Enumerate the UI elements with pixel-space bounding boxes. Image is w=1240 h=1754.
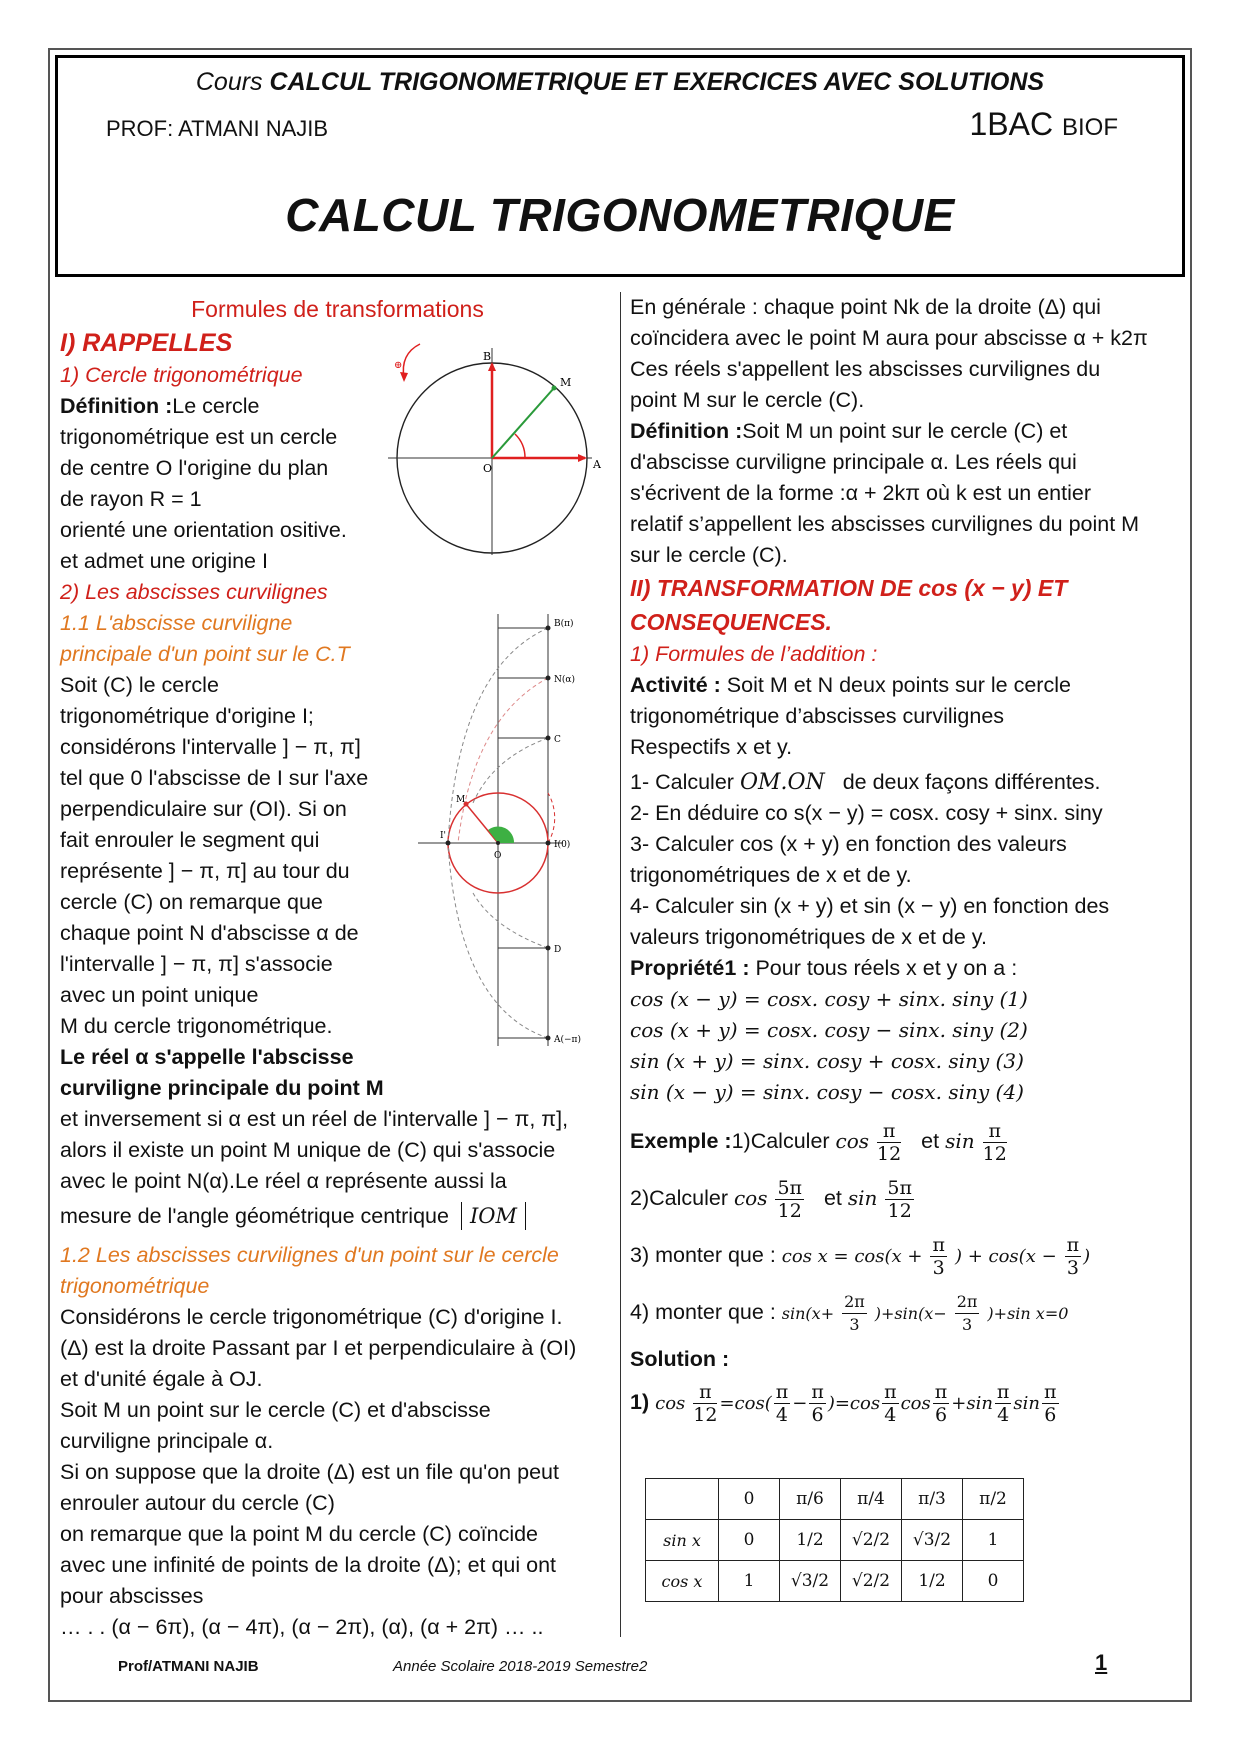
text-line: perpendiculaire sur (OI). Si on xyxy=(60,797,347,821)
footer-prof: Prof/ATMANI NAJIB xyxy=(118,1658,259,1675)
text-line: alors il existe un point M unique de (C) qui s'associe xyxy=(60,1138,556,1162)
label-d: D xyxy=(554,945,562,955)
fraction: $\frac{5\pi}{12}$ xyxy=(887,1177,912,1222)
example-1: Exemple :1)Calculer cos $\frac{\pi}{12}$ et sin $\frac{\pi}{12}$ xyxy=(630,1120,1007,1165)
definition-2: Définition :Soit M un point sur le cercle (C) et xyxy=(630,419,1068,443)
text-line: Soit M un point sur le cercle (C) et d'abscisse xyxy=(60,1398,491,1422)
prof-name: PROF: ATMANI NAJIB xyxy=(106,116,329,141)
solution-label: Solution : xyxy=(630,1347,730,1371)
definition: Définition :Le cercle xyxy=(60,394,260,418)
point-b xyxy=(546,626,551,631)
text-line: tel que 0 l'abscisse de I sur l'axe xyxy=(60,766,369,790)
heading-rappelles: I) RAPPELLES xyxy=(60,329,233,357)
fraction: $\frac{\pi}{4}$ xyxy=(996,1381,1010,1426)
text-line: avec le point N(α).Le réel α représente aussi la xyxy=(60,1169,507,1193)
text-line: valeurs trigonométriques de x et de y. xyxy=(630,925,987,949)
text-line: Respectifs x et y. xyxy=(630,735,793,759)
text-line: chaque point N d'abscisse α de xyxy=(60,921,359,945)
fraction: $\frac{2\pi}{3}$ xyxy=(956,1292,978,1334)
text-line: fait enrouler le segment qui xyxy=(60,828,320,852)
text-line: Ces réels s'appellent les abscisses curvilignes du xyxy=(630,357,1101,381)
angle-iom: IOM xyxy=(461,1202,526,1230)
text-line: avec une infinité de points de la droite (Δ); et qui ont xyxy=(60,1553,557,1577)
text-line: (Δ) est la droite Passant par I et perpendiculaire à (OI) xyxy=(60,1336,577,1360)
label-b: B xyxy=(483,350,492,363)
page-number: 1 xyxy=(1095,1650,1108,1675)
activity: Activité : Soit M et N deux points sur le cercle xyxy=(630,673,1071,697)
label-b-pi: B(π) xyxy=(554,619,574,629)
text-line: on remarque que la point M du cercle (C) coïncide xyxy=(60,1522,539,1546)
text-line: Considérons le cercle trigonométrique (C) d'origine I. xyxy=(60,1305,563,1329)
text-line: avec un point unique xyxy=(60,983,259,1007)
text-line: 2- En déduire co s(x − y) = cosx. cosy + sinx. siny xyxy=(630,801,1103,825)
fraction: $\frac{5\pi}{12}$ xyxy=(777,1177,803,1222)
heading-cercle: 1) Cercle trigonométrique xyxy=(60,363,303,387)
fraction: $\frac{\pi}{12}$ xyxy=(877,1120,902,1165)
text-line: représente ] − π, π] au tour du xyxy=(60,859,350,883)
heading-1-1b: principale d'un point sur le C.T xyxy=(60,642,350,666)
formula-2: cos (x + y) = cosx. cosy − sinx. siny (2) xyxy=(630,1018,1028,1042)
footer-year: Année Scolaire 2018-2019 Semestre2 xyxy=(393,1658,648,1675)
fraction: $\frac{\pi}{3}$ xyxy=(932,1234,945,1279)
heading-1-1: 1.1 L'abscisse curviligne xyxy=(60,611,293,635)
example-4: 4) monter que : sin(x+ $\frac{2\pi}{3}$ )+sin(x− $\frac{2\pi}{3}$ )+sin x=0 xyxy=(630,1292,1069,1334)
def-line: et admet une origine I xyxy=(60,549,268,573)
winding-figure xyxy=(418,608,618,1058)
point-d xyxy=(546,946,551,951)
radius-om xyxy=(466,804,498,843)
dashed-curve xyxy=(548,793,555,843)
vector-product: OM.ON xyxy=(739,770,825,795)
point-iprime xyxy=(446,841,451,846)
arrow-head xyxy=(400,372,408,382)
text-line: enrouler autour du cercle (C) xyxy=(60,1491,335,1515)
label-a: A xyxy=(593,458,601,471)
dashed-curve xyxy=(473,738,548,803)
fraction: $\frac{\pi}{4}$ xyxy=(775,1381,789,1426)
text-line: relatif s’appellent les abscisses curvilignes du point M xyxy=(630,512,1140,536)
text-line: En générale : chaque point Nk de la droite (Δ) qui xyxy=(630,295,1101,319)
label-i0: I(0) xyxy=(554,840,571,850)
property: Propriété1 : Pour tous réels x et y on a : xyxy=(630,956,1018,980)
label-a-pi: A(−π) xyxy=(554,1035,581,1045)
text-line: considérons l'intervalle ] − π, π] xyxy=(60,735,361,759)
trig-values-table xyxy=(645,1478,1024,1602)
arrow-head xyxy=(578,454,587,462)
point-a xyxy=(546,1036,551,1041)
text-line: trigonométrique d’abscisses curvilignes xyxy=(630,704,1005,728)
def-line: de rayon R = 1 xyxy=(60,487,202,511)
table-row: 0 π/6 π/4 π/3 π/2 xyxy=(646,1479,1024,1520)
label-iprime: I' xyxy=(440,831,447,841)
def-line: trigonométrique est un cercle xyxy=(60,425,338,449)
def-line: orienté une orientation ositive. xyxy=(60,518,347,542)
text-line: s'écrivent de la forme :α + 2kπ où k est un entier xyxy=(630,481,1091,505)
text-line: cercle (C) on remarque que xyxy=(60,890,323,914)
point-o xyxy=(496,841,500,845)
point-i xyxy=(546,841,551,846)
text-line: Si on suppose que la droite (Δ) est un file qu'on peut xyxy=(60,1460,559,1484)
point-m xyxy=(552,386,557,391)
label-o: O xyxy=(483,462,493,475)
label-o: O xyxy=(494,851,502,861)
text-line: d'abscisse curviligne principale α. Les réels qui xyxy=(630,450,1077,474)
text-line: trigonométriques de x et de y. xyxy=(630,863,912,887)
example-2: 2)Calculer cos $\frac{5\pi}{12}$ et sin $\frac{5\pi}{12}$ xyxy=(630,1177,912,1222)
label-c: C xyxy=(554,735,561,745)
point-n xyxy=(546,676,551,681)
bold-line: curviligne principale du point M xyxy=(60,1076,384,1100)
text-line: coïncidera avec le point M aura pour abscisse α + k2π xyxy=(630,326,1148,350)
example-3: 3) monter que : cos x = cos(x + $\frac{\pi}{3}$ ) + cos(x − $\frac{\pi}{3}$ ) xyxy=(630,1234,1091,1279)
formula-4: sin (x − y) = sinx. cosy − cosx. siny (4) xyxy=(630,1080,1024,1104)
activity-q1: 1- Calculer OM.ON de deux façons différentes. xyxy=(630,770,1101,795)
bold-line: Le réel α s'appelle l'abscisse xyxy=(60,1045,354,1069)
fraction: $\frac{\pi}{6}$ xyxy=(1044,1381,1057,1426)
fraction: $\frac{\pi}{3}$ xyxy=(1066,1234,1080,1279)
text-line: et d'unité égale à OJ. xyxy=(60,1367,263,1391)
text-line: sur le cercle (C). xyxy=(630,543,788,567)
text-line: 3- Calculer cos (x + y) en fonction des valeurs xyxy=(630,832,1067,856)
heading-ii-b: CONSEQUENCES. xyxy=(630,609,832,635)
def-line: de centre O l'origine du plan xyxy=(60,456,329,480)
text-line: … . . (α − 6π), (α − 4π), (α − 2π), (α), (α + 2π) … .. xyxy=(60,1615,544,1639)
fraction: $\frac{\pi}{12}$ xyxy=(693,1381,718,1426)
fraction: $\frac{\pi}{6}$ xyxy=(811,1381,824,1426)
trig-circle-figure xyxy=(380,340,610,570)
heading-1-2: 1.2 Les abscisses curvilignes d'un point sur le cercle trigonométrique xyxy=(60,1243,559,1298)
text-line: pour abscisses xyxy=(60,1584,204,1608)
table-row: sin x 0 1/2 √2/2 √3/2 1 xyxy=(646,1520,1024,1561)
text-line: 4- Calculer sin (x + y) et sin (x − y) en fonction des xyxy=(630,894,1110,918)
dashed-curve xyxy=(473,893,548,948)
plus-sign: ⊕ xyxy=(394,360,403,371)
column-divider xyxy=(620,292,621,1637)
label-m: M xyxy=(560,376,572,389)
section-title: Formules de transformations xyxy=(191,296,484,322)
formula-3: sin (x + y) = sinx. cosy + cosx. siny (3) xyxy=(630,1049,1024,1073)
angle-line: mesure de l'angle géométrique centrique IOM xyxy=(60,1201,615,1232)
angle-sector xyxy=(488,826,514,843)
fraction: $\frac{2\pi}{3}$ xyxy=(844,1292,865,1334)
formula-1: cos (x − y) = cosx. cosy + sinx. siny (1) xyxy=(630,987,1028,1011)
solution-1: 1) cos $\frac{\pi}{12}$ =cos( $\frac{\pi}{4}$ − $\frac{\pi}{6}$ )=cos $\frac{\pi}{4}$ cos $\frac{\pi}{6}$ +sin $\frac{\pi}{4}$ sin $\frac{\pi}{6}$ xyxy=(630,1381,1057,1426)
text-line: Soit (C) le cercle xyxy=(60,673,219,697)
right-column xyxy=(630,292,1185,1426)
header-box xyxy=(55,55,1185,277)
label-m: M xyxy=(456,795,466,805)
text-line: et inversement si α est un réel de l'intervalle ] − π, π], xyxy=(60,1107,569,1131)
dashed-curve xyxy=(458,678,548,843)
heading-abscisses: 2) Les abscisses curvilignes xyxy=(60,580,328,604)
text-line: curviligne principale α. xyxy=(60,1429,274,1453)
text-line: M du cercle trigonométrique. xyxy=(60,1014,333,1038)
point-c xyxy=(546,736,551,741)
fraction: $\frac{\pi}{12}$ xyxy=(982,1120,1007,1165)
text-line: trigonométrique d'origine I; xyxy=(60,704,314,728)
table-row: cos x 1 √3/2 √2/2 1/2 0 xyxy=(646,1561,1024,1602)
heading-addition: 1) Formules de l’addition : xyxy=(630,642,878,666)
main-title: CALCUL TRIGONOMETRIQUE xyxy=(285,189,955,241)
heading-ii: II) TRANSFORMATION DE cos (x − y) ET xyxy=(630,575,1068,601)
text-line: l'intervalle ] − π, π] s'associe xyxy=(60,952,333,976)
level: 1BAC BIOF xyxy=(969,106,1118,142)
fraction: $\frac{\pi}{6}$ xyxy=(934,1381,948,1426)
angle-arc xyxy=(515,434,525,458)
fraction: $\frac{\pi}{4}$ xyxy=(884,1381,897,1426)
course-title: Cours CALCUL TRIGONOMETRIQUE ET EXERCICES AVEC SOLUTIONS xyxy=(195,68,1045,96)
text-line: point M sur le cercle (C). xyxy=(630,388,865,412)
label-n: N(α) xyxy=(554,675,575,685)
